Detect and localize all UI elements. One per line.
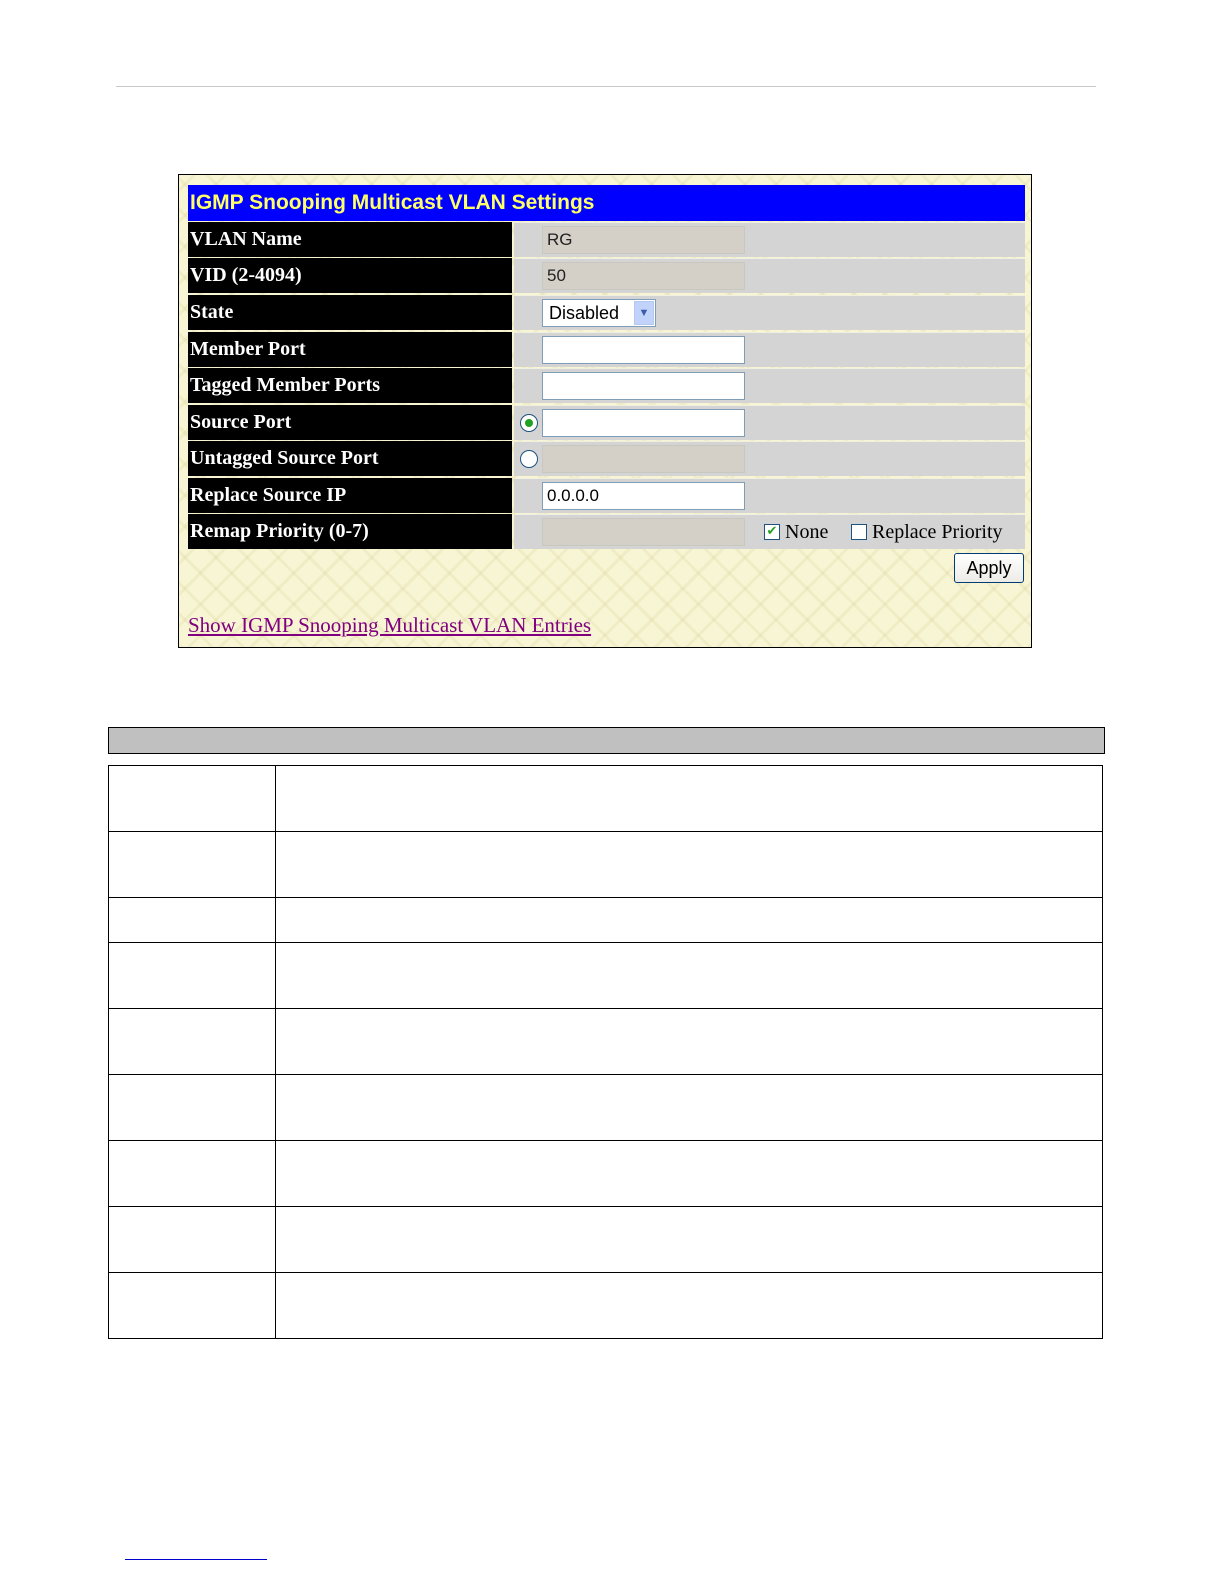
table-cell bbox=[109, 1009, 276, 1075]
none-checkbox-label: None bbox=[785, 521, 829, 543]
panel-title: IGMP Snooping Multicast VLAN Settings bbox=[188, 185, 1025, 221]
source-port-label: Source Port bbox=[188, 405, 512, 440]
table-cell bbox=[276, 766, 1103, 832]
apply-button[interactable]: Apply bbox=[954, 553, 1024, 583]
table-cell bbox=[276, 832, 1103, 898]
state-select-value: Disabled bbox=[549, 303, 620, 323]
remap-priority-cell bbox=[514, 514, 1025, 549]
remap-priority-label: Remap Priority (0-7) bbox=[188, 514, 512, 549]
replace-source-ip-label: Replace Source IP bbox=[188, 478, 512, 513]
member-port-label: Member Port bbox=[188, 332, 512, 367]
member-port-input[interactable] bbox=[542, 336, 745, 364]
state-select[interactable] bbox=[542, 299, 656, 327]
table-cell bbox=[276, 1141, 1103, 1207]
source-port-cell bbox=[514, 405, 1025, 440]
row-vlan-name bbox=[188, 222, 1025, 257]
table-cell bbox=[109, 1273, 276, 1339]
row-tagged-member-ports bbox=[188, 368, 1025, 403]
table-cell bbox=[109, 1075, 276, 1141]
table-cell bbox=[276, 1273, 1103, 1339]
row-vid bbox=[188, 258, 1025, 293]
row-untagged-source-port bbox=[188, 441, 1025, 476]
table-cell bbox=[109, 898, 276, 943]
show-entries-link[interactable]: Show IGMP Snooping Multicast VLAN Entries bbox=[188, 613, 592, 637]
state-label: State bbox=[188, 295, 512, 330]
table-cell bbox=[276, 1075, 1103, 1141]
table-cell bbox=[109, 1141, 276, 1207]
table-cell bbox=[276, 1009, 1103, 1075]
row-replace-source-ip bbox=[188, 478, 1025, 513]
row-state bbox=[188, 295, 1025, 330]
table-cell bbox=[276, 1207, 1103, 1273]
state-cell bbox=[514, 295, 1025, 330]
table-cell bbox=[109, 832, 276, 898]
untagged-source-port-input[interactable] bbox=[542, 445, 745, 473]
footer-link-underline bbox=[125, 1559, 267, 1560]
replace-source-ip-input[interactable]: 0.0.0.0 bbox=[542, 482, 745, 510]
table-cell bbox=[109, 1207, 276, 1273]
vlan-name-cell bbox=[514, 222, 1025, 257]
table-cell bbox=[276, 943, 1103, 1009]
page-top-rule bbox=[116, 86, 1096, 87]
table-row bbox=[109, 1141, 1103, 1207]
chevron-down-icon[interactable]: ▼ bbox=[634, 301, 654, 325]
vid-cell bbox=[514, 258, 1025, 293]
description-table-header bbox=[108, 727, 1105, 754]
source-port-input[interactable] bbox=[542, 409, 745, 437]
replace-source-ip-cell bbox=[514, 478, 1025, 513]
tagged-member-ports-input[interactable] bbox=[542, 372, 745, 400]
row-member-port bbox=[188, 332, 1025, 367]
table-row bbox=[109, 1075, 1103, 1141]
igmp-multicast-vlan-settings-panel bbox=[178, 174, 1032, 648]
member-port-cell bbox=[514, 332, 1025, 367]
tagged-member-ports-cell bbox=[514, 368, 1025, 403]
table-cell bbox=[109, 766, 276, 832]
table-row bbox=[109, 943, 1103, 1009]
untagged-source-port-radio[interactable] bbox=[520, 450, 538, 468]
vlan-name-label: VLAN Name bbox=[188, 222, 512, 257]
source-port-radio[interactable] bbox=[520, 414, 538, 432]
row-source-port bbox=[188, 405, 1025, 440]
tagged-member-ports-label: Tagged Member Ports bbox=[188, 368, 512, 403]
vlan-name-input[interactable]: RG bbox=[542, 226, 745, 254]
remap-priority-input[interactable] bbox=[542, 518, 745, 546]
table-row bbox=[109, 1207, 1103, 1273]
description-table bbox=[108, 765, 1103, 1339]
untagged-source-port-label: Untagged Source Port bbox=[188, 441, 512, 476]
vid-label: VID (2-4094) bbox=[188, 258, 512, 293]
table-row bbox=[109, 1009, 1103, 1075]
table-row bbox=[109, 832, 1103, 898]
replace-priority-checkbox-label: Replace Priority bbox=[872, 521, 1003, 543]
untagged-source-port-cell bbox=[514, 441, 1025, 476]
table-row bbox=[109, 766, 1103, 832]
table-row bbox=[109, 1273, 1103, 1339]
replace-priority-checkbox[interactable] bbox=[851, 524, 867, 540]
vid-input[interactable]: 50 bbox=[542, 262, 745, 290]
table-row bbox=[109, 898, 1103, 943]
none-checkbox[interactable]: ✔ bbox=[764, 524, 780, 540]
table-cell bbox=[276, 898, 1103, 943]
row-remap-priority bbox=[188, 514, 1025, 549]
table-cell bbox=[109, 943, 276, 1009]
